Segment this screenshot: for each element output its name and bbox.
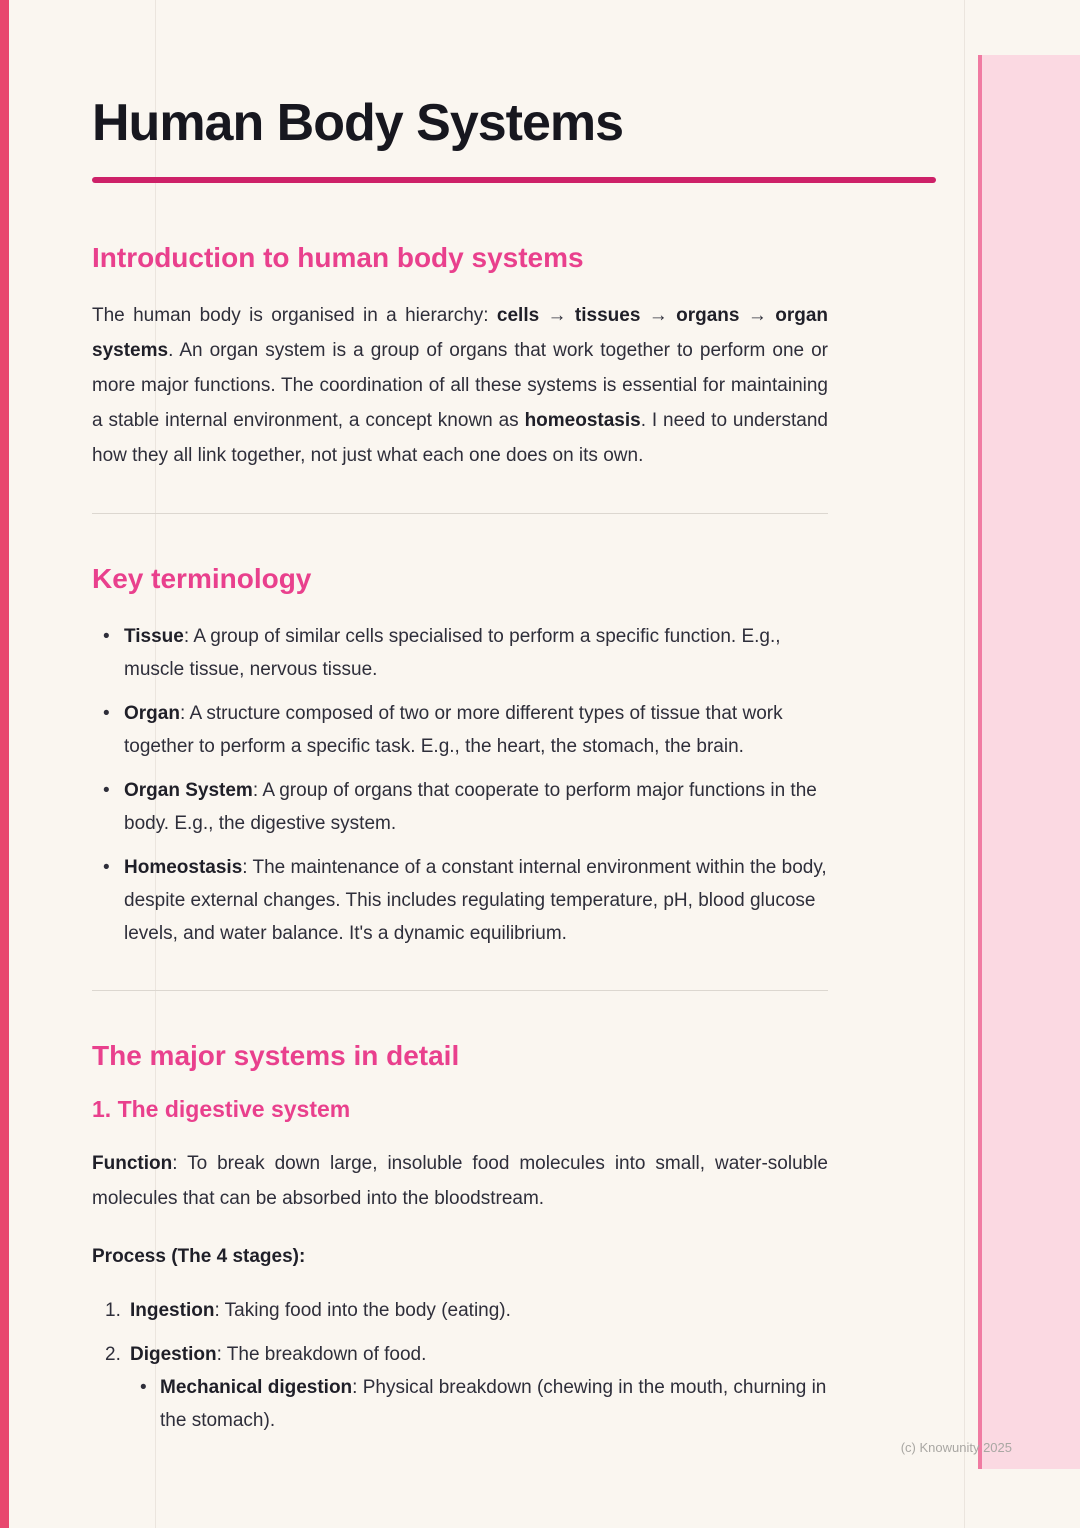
process-stages-label: Process (The 4 stages): — [92, 1245, 306, 1267]
digestion-sub-list — [130, 1371, 828, 1437]
section-heading-terminology: Key terminology — [92, 563, 312, 595]
page-title: Human Body Systems — [92, 94, 624, 152]
digestive-function-paragraph: Function: To break down large, insoluble food molecules into small, water-soluble molecules that can be absorbed into the bloodstream. — [92, 1152, 828, 1209]
list-item-organ: • Organ: A structure composed of two or more different types of tissue that work together to perform a specific task. E.g., the heart, the stomach, the brain. — [92, 697, 828, 763]
step-body — [130, 1338, 828, 1437]
intro-paragraph: The human body is organised in a hierarchy: cells → tissues → organs → organ systems. An organ system is a group of organs that work together to perform one or more major functions. The coordination of all these systems is essential for maintaining a stable internal environment, a concept known as homeostasis. I need to understand how they all link together, not just what each one does on its own. — [92, 305, 828, 467]
list-item-tissue: • Tissue: A group of similar cells specialised to perform a specific function. E.g., muscle tissue, nervous tissue. — [92, 620, 828, 686]
watermark: (c) Knowunity 2025 — [900, 1440, 1012, 1455]
list-item-mechanical-digestion: • Mechanical digestion: Physical breakdown (chewing in the mouth, churning in the stomach). — [130, 1371, 828, 1437]
list-item-step-ingestion — [92, 1294, 828, 1327]
section-divider — [92, 513, 828, 514]
section-heading-introduction: Introduction to human body systems — [92, 241, 584, 273]
list-item-organ-system: • Organ System: A group of organs that cooperate to perform major functions in the body. E.g., the digestive system. — [92, 774, 828, 840]
step-text: Ingestion: Taking food into the body (eating). — [130, 1299, 511, 1321]
digestive-steps-list — [92, 1294, 828, 1437]
subsection-heading-digestive: 1. The digestive system — [92, 1096, 351, 1123]
right-accent-band — [978, 55, 1080, 1469]
list-item-homeostasis: • Homeostasis: The maintenance of a constant internal environment within the body, despite external changes. This includes regulating temperature, pH, blood glucose levels, and water balance. It's a dynamic equilibrium. — [92, 851, 828, 950]
section-divider — [92, 990, 828, 991]
list-item-step-digestion — [92, 1338, 828, 1437]
text-column — [92, 96, 828, 1437]
step-text: Digestion: The breakdown of food. — [130, 1343, 427, 1365]
paper-guide-line-right — [964, 0, 965, 1528]
title-underline-rule — [92, 177, 936, 183]
section-heading-major-systems: The major systems in detail — [92, 1039, 460, 1071]
terminology-list — [92, 620, 828, 950]
step-number: 1. — [105, 1299, 121, 1321]
step-number: 2. — [105, 1343, 121, 1365]
